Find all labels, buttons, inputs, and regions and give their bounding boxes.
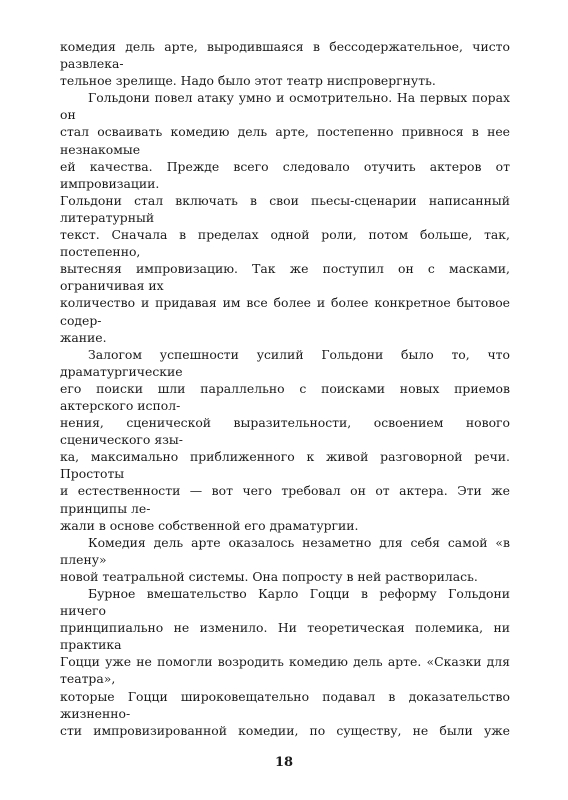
- paragraph-3: Залогом успешности усилий Гольдони было то, что драматургические его поиски шли параллельно с поисками новых приемов актерского испол- нения, сценической выразительности, освоением нового сценического язы- ка, максимально приближенного к живой разговорной речи. Простоты и естественности — вот чего требовал он от актера. Эти же принципы ле- жали в основе собственной его драматургии.: [60, 346, 510, 533]
- paragraph-2: Гольдони повел атаку умно и осмотрительно. На первых порах он стал осваивать комедию дель арте, постепенно привнося в нее незнакомые ей качества. Прежде всего следовало отучить актеров от импровизации. Гольдони стал включать в свои пьесы-сценарии написанный литературный текст. Сначала в пределах одной роли, потом больше, так, постепенно, вытесняя импровизацию. Так же поступил он с масками, ограничивая их количество и придавая им все более и более конкретное бытовое содер- жание.: [60, 90, 510, 345]
- paragraph-4: Комедия дель арте оказалось незаметно для себя самой «в плену» новой театральной системы. Она попросту в ней растворилась.: [60, 534, 510, 584]
- page-number: 18: [274, 755, 294, 770]
- page-body: [60, 38, 510, 738]
- paragraph-5: Бурное вмешательство Карло Гоцци в реформу Гольдони ничего принципиально не изменило. Ни теоретическая полемика, ни практика Гоцци уже не помогли возродить комедию дель арте. «Сказки для театра», которые Гоцци широковещательно подавал в доказательство жизненно- сти импровизированной комедии, по существу, не были уже: [60, 586, 510, 738]
- paragraph-1: комедия дель арте, выродившаяся в бессодержательное, чисто развлека- тельное зрелище. Надо было этот театр ниспровергнуть.: [60, 39, 510, 89]
